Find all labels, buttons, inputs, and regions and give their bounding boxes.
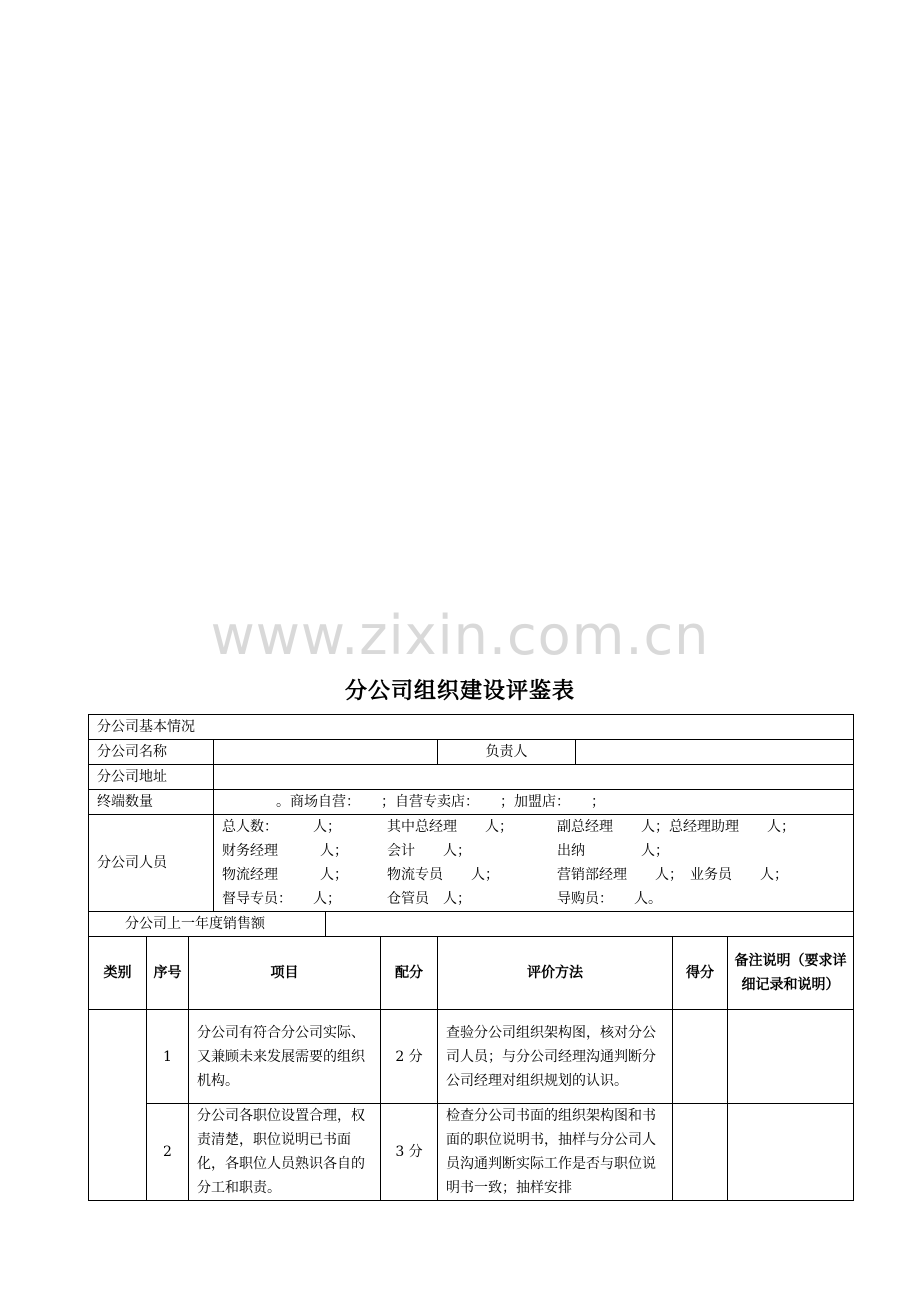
method-cell: 检查分公司书面的组织架构图和书面的职位说明书，抽样与分公司人员沟通判断实际工作是否与职位说明书一致；抽样安排 — [438, 1104, 673, 1201]
page-title: 分公司组织建设评鉴表 — [344, 679, 575, 704]
last-year-sales-label: 分公司上一年度销售额 — [89, 912, 326, 937]
staff-item: 副总经理 人；总经理助理 人； — [557, 819, 795, 835]
owner-label: 负责人 — [438, 740, 576, 765]
watermark: www.zixin.com.cn — [210, 604, 710, 667]
staff-item: 出纳 人； — [557, 843, 669, 859]
staff-label: 分公司人员 — [89, 815, 214, 912]
got-score-field[interactable] — [673, 1104, 728, 1201]
evaluation-form — [88, 714, 853, 1201]
score-cell: 3 分 — [381, 1104, 438, 1201]
staff-line — [222, 887, 845, 911]
table-row — [89, 1010, 854, 1104]
branch-name-field[interactable] — [214, 740, 438, 765]
staff-item: 营销部经理 人； 业务员 人； — [557, 867, 788, 883]
method-cell: 查验分公司组织架构图，核对分公司人员；与分公司经理沟通判断分公司经理对组织规划的认识。 — [438, 1010, 673, 1104]
header-category: 类别 — [89, 937, 147, 1010]
basic-section-label: 分公司基本情况 — [89, 715, 854, 740]
item-cell: 分公司各职位设置合理，权责清楚，职位说明已书面化，各职位人员熟识各自的分工和职责。 — [189, 1104, 381, 1201]
staff-item: 总人数： 人； — [222, 819, 341, 835]
branch-address-field[interactable] — [214, 765, 854, 790]
basic-info-table — [88, 714, 854, 912]
staff-item: 物流经理 人； — [222, 867, 348, 883]
staff-line — [222, 839, 845, 863]
last-year-sales-field[interactable] — [326, 912, 854, 937]
staff-field[interactable] — [214, 815, 854, 912]
terminal-count-field[interactable]: 。商场自营： ；自营专卖店： ；加盟店： ； — [214, 790, 854, 815]
header-method: 评价方法 — [438, 937, 673, 1010]
seq-cell: 1 — [147, 1010, 189, 1104]
branch-address-label: 分公司地址 — [89, 765, 214, 790]
staff-item: 仓管员 人； — [387, 891, 471, 907]
header-got: 得分 — [673, 937, 728, 1010]
header-score: 配分 — [381, 937, 438, 1010]
staff-item: 会计 人； — [387, 843, 471, 859]
remark-field[interactable] — [728, 1104, 854, 1201]
seq-cell: 2 — [147, 1104, 189, 1201]
staff-item: 督导专员： 人； — [222, 891, 341, 907]
branch-name-label: 分公司名称 — [89, 740, 214, 765]
staff-item: 物流专员 人； — [387, 867, 499, 883]
evaluation-table — [88, 936, 854, 1201]
header-remark: 备注说明（要求详细记录和说明） — [728, 937, 854, 1010]
got-score-field[interactable] — [673, 1010, 728, 1104]
header-seq: 序号 — [147, 937, 189, 1010]
sales-table — [88, 911, 854, 937]
score-cell: 2 分 — [381, 1010, 438, 1104]
remark-field[interactable] — [728, 1010, 854, 1104]
item-cell: 分公司有符合分公司实际、又兼顾未来发展需要的组织机构。 — [189, 1010, 381, 1104]
category-cell — [89, 1010, 147, 1201]
staff-item: 导购员： 人。 — [557, 891, 662, 907]
staff-item: 财务经理 人； — [222, 843, 348, 859]
header-item: 项目 — [189, 937, 381, 1010]
staff-line — [222, 863, 845, 887]
table-row — [89, 1104, 854, 1201]
owner-field[interactable] — [576, 740, 854, 765]
terminal-count-label: 终端数量 — [89, 790, 214, 815]
staff-line — [222, 815, 845, 839]
staff-item: 其中总经理 人； — [387, 819, 513, 835]
